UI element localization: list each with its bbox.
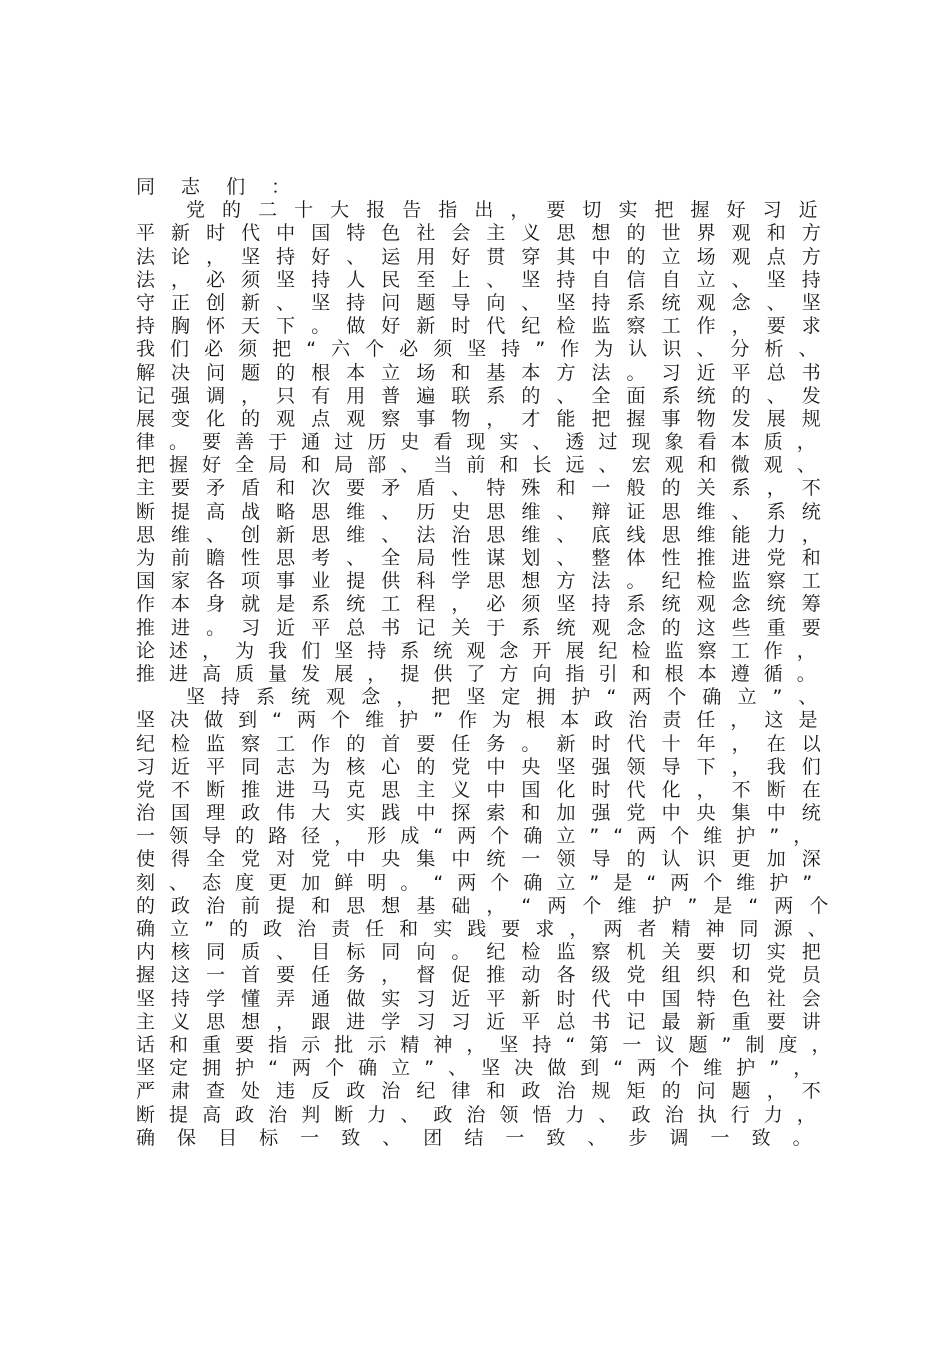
text-line (136, 593, 836, 616)
text-line-content: 论 述 ， 为 我 们 坚 持 系 统 观 念 开 展 纪 检 监 察 工 作 ， (136, 639, 820, 662)
text-line (136, 802, 836, 825)
text-line (136, 454, 836, 477)
text-line (136, 895, 836, 918)
text-line-content: 展 变 化 的 观 点 观 察 事 物 ， 才 能 把 握 事 物 发 展 规 (136, 407, 826, 430)
text-line (136, 362, 836, 385)
text-line (136, 964, 836, 987)
text-line-content: 严 肃 查 处 违 反 政 治 纪 律 和 政 治 规 矩 的 问 题 ， 不 (136, 1080, 826, 1103)
text-line (136, 477, 836, 500)
text-line (136, 1104, 836, 1127)
text-line (136, 501, 836, 524)
text-line-content: 主 要 矛 盾 和 次 要 矛 盾 、 特 殊 和 一 般 的 关 系 ， 不 (136, 477, 826, 500)
text-line (136, 246, 836, 269)
text-line (136, 338, 836, 361)
text-line-content: 解 决 问 题 的 根 本 立 场 和 基 本 方 法 。 习 近 平 总 书 (136, 361, 826, 384)
text-line-content: 国 家 各 项 事 业 提 供 科 学 思 想 方 法 。 纪 检 监 察 工 (136, 570, 826, 593)
text-line (136, 872, 836, 895)
text-line-content: 断 提 高 战 略 思 维 、 历 史 思 维 、 辩 证 思 维 、 系 统 (136, 500, 826, 523)
text-line (136, 1034, 836, 1057)
text-line (136, 733, 836, 756)
text-line (136, 988, 836, 1011)
text-line-content: 确 立 ” 的 政 治 责 任 和 实 践 要 求 ， 两 者 精 神 同 源 、 (136, 918, 832, 940)
text-line (136, 825, 836, 848)
text-line (136, 222, 836, 245)
text-line-content: 党 的 二 十 大 报 告 指 出 ， 要 切 实 把 握 好 习 近 (186, 199, 824, 222)
text-line (136, 524, 836, 547)
text-line-content: 坚 决 做 到 “ 两 个 维 护 ” 作 为 根 本 政 治 责 任 ， 这 是 (136, 709, 822, 732)
text-line (136, 1057, 836, 1080)
text-line-content: 使 得 全 党 对 党 中 央 集 中 统 一 领 导 的 认 识 更 加 深 (136, 848, 826, 871)
text-line (136, 709, 836, 732)
text-line-content: 同 志 们 ： (136, 176, 301, 198)
text-line (136, 663, 836, 686)
text-line-content: 握 这 一 首 要 任 务 ， 督 促 推 动 各 级 党 组 织 和 党 员 (136, 964, 826, 987)
text-line-content: 推 进 。 习 近 平 总 书 记 关 于 系 统 观 念 的 这 些 重 要 (136, 616, 826, 639)
text-line (136, 292, 836, 315)
text-line-content: 法 论 ， 坚 持 好 、 运 用 好 贯 穿 其 中 的 立 场 观 点 方 (136, 245, 826, 268)
text-line-content: 坚 定 拥 护 “ 两 个 确 立 ” 、 坚 决 做 到 “ 两 个 维 护 ” ， (136, 1057, 817, 1080)
text-line-content: 刻 、 态 度 更 加 鲜 明 。 “ 两 个 确 立 ” 是 “ 两 个 维 护 ” (136, 871, 817, 894)
text-line (136, 547, 836, 570)
text-line (136, 779, 836, 802)
text-line (136, 686, 836, 709)
text-line (136, 176, 836, 199)
text-line-content: 坚 持 系 统 观 念 ， 把 坚 定 拥 护 “ 两 个 确 立 ” 、 (186, 686, 823, 709)
text-line-content: 断 提 高 政 治 判 断 力 、 政 治 领 悟 力 、 政 治 执 行 力 ， (136, 1103, 820, 1126)
text-line (136, 1127, 836, 1150)
text-line (136, 408, 836, 431)
text-line-content: 党 不 断 推 进 马 克 思 主 义 中 国 化 时 代 化 ， 不 断 在 (136, 778, 826, 801)
text-line-content: 的 政 治 前 提 和 思 想 基 础 ， “ 两 个 维 护 ” 是 “ 两 个 (136, 894, 834, 917)
text-line (136, 385, 836, 408)
text-line-content: 话 和 重 要 指 示 批 示 精 神 ， 坚 持 “ 第 一 议 题 ” 制 度 ， (136, 1033, 835, 1056)
text-line-content: 守 正 创 新 、 坚 持 问 题 导 向 、 坚 持 系 统 观 念 、 坚 (136, 291, 826, 314)
text-line-content: 法 ， 必 须 坚 持 人 民 至 上 、 坚 持 自 信 自 立 、 坚 持 (136, 268, 826, 291)
text-line-content: 思 维 、 创 新 思 维 、 法 治 思 维 、 底 线 思 维 能 力 ， (136, 523, 826, 546)
text-line-content: 治 国 理 政 伟 大 实 践 中 探 索 和 加 强 党 中 央 集 中 统 (136, 802, 826, 825)
text-line-content: 我 们 必 须 把 “ 六 个 必 须 坚 持 ” 作 为 认 识 、 分 析 、 (136, 338, 822, 361)
text-line (136, 1080, 836, 1103)
text-line (136, 756, 836, 779)
text-line (136, 570, 836, 593)
text-line (136, 617, 836, 640)
text-line-content: 持 胸 怀 天 下 。 做 好 新 时 代 纪 检 监 察 工 作 ， 要 求 (136, 315, 826, 338)
text-line-content: 作 本 身 就 是 系 统 工 程 ， 必 须 坚 持 系 统 观 念 统 筹 (136, 593, 826, 616)
text-line-content: 坚 持 学 懂 弄 通 做 实 习 近 平 新 时 代 中 国 特 色 社 会 (136, 987, 826, 1010)
text-line-content: 为 前 瞻 性 思 考 、 全 局 性 谋 划 、 整 体 性 推 进 党 和 (136, 547, 826, 569)
text-line-content: 一 领 导 的 路 径 ， 形 成 “ 两 个 确 立 ” “ 两 个 维 护 ” ， (136, 825, 817, 848)
text-line-content: 记 强 调 ， 只 有 用 普 遍 联 系 的 、 全 面 系 统 的 、 发 (136, 384, 826, 407)
text-line (136, 315, 836, 338)
text-line-content: 确 保 目 标 一 致 、 团 结 一 致 、 步 调 一 致 。 (136, 1126, 820, 1149)
text-line-content: 平 新 时 代 中 国 特 色 社 会 主 义 思 想 的 世 界 观 和 方 (136, 222, 826, 245)
text-line (136, 269, 836, 292)
text-line (136, 640, 836, 663)
text-line-content: 把 握 好 全 局 和 局 部 、 当 前 和 长 远 、 宏 观 和 微 观 、 (136, 454, 820, 477)
text-line (136, 941, 836, 964)
text-line-content: 内 核 同 质 、 目 标 同 向 。 纪 检 监 察 机 关 要 切 实 把 (136, 941, 826, 964)
text-line (136, 199, 836, 222)
text-line-content: 主 义 思 想 ， 跟 进 学 习 习 近 平 总 书 记 最 新 重 要 讲 (136, 1010, 826, 1033)
text-line-content: 律 。 要 善 于 通 过 历 史 看 现 实 、 透 过 现 象 看 本 质 ， (136, 431, 820, 454)
text-line (136, 848, 836, 871)
text-line-content: 习 近 平 同 志 为 核 心 的 党 中 央 坚 强 领 导 下 ， 我 们 (136, 755, 826, 778)
document-body (136, 176, 836, 1150)
text-line (136, 431, 836, 454)
text-line (136, 918, 836, 941)
text-line-content: 纪 检 监 察 工 作 的 首 要 任 务 。 新 时 代 十 年 ， 在 以 (136, 732, 826, 755)
text-line (136, 1011, 836, 1034)
text-line-content: 推 进 高 质 量 发 展 ， 提 供 了 方 向 指 引 和 根 本 遵 循 。 (136, 662, 820, 685)
